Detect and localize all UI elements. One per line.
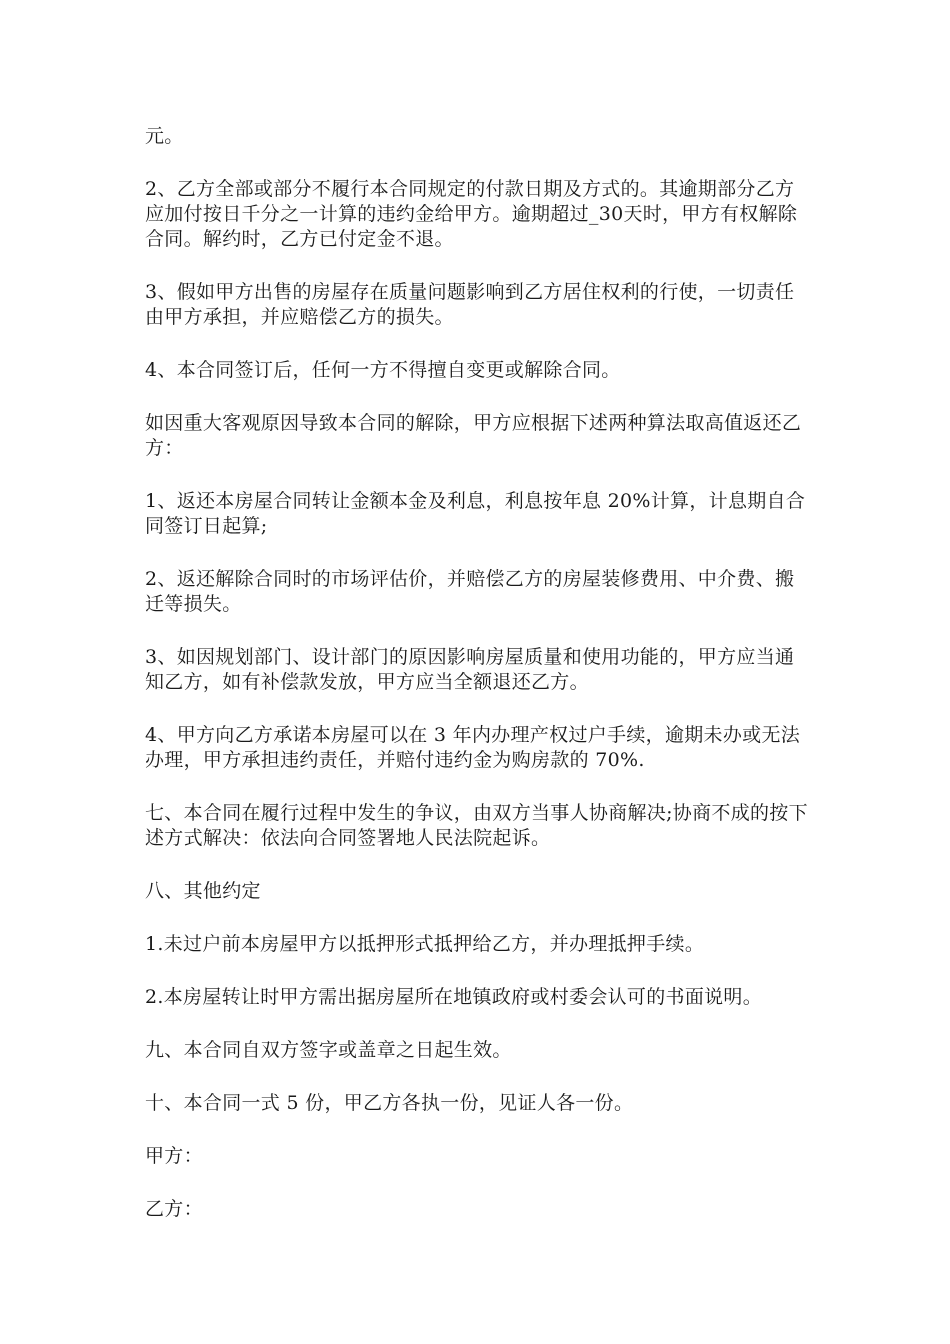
paragraph-quality-issue: 3、假如甲方出售的房屋存在质量问题影响到乙方居住权利的行使，一切责任由甲方承担，并应赔偿乙方的损失。 xyxy=(145,281,795,328)
paragraph-no-change: 4、本合同签订后，任何一方不得擅自变更或解除合同。 xyxy=(145,359,621,381)
document-body xyxy=(145,124,810,1250)
paragraph-written-statement: 2.本房屋转让时甲方需出据房屋所在地镇政府或村委会认可的书面说明。 xyxy=(145,986,763,1008)
paragraph-late-payment: 2、乙方全部或部分不履行本合同规定的付款日期及方式的。其逾期部分乙方应加付按日千分之一计算的违约金给甲方。逾期超过_30天时，甲方有权解除合同。解约时，乙方已付定金不退。 xyxy=(145,178,798,250)
paragraph-refund-principal: 1、返还本房屋合同转让金额本金及利息，利息按年息 20%计算，计息期自合同签订日起算; xyxy=(145,490,806,537)
paragraph-dispute-resolution: 七、本合同在履行过程中发生的争议，由双方当事人协商解决;协商不成的按下述方式解决：依法向合同签署地人民法院起诉。 xyxy=(145,802,808,849)
paragraph-effective: 九、本合同自双方签字或盖章之日起生效。 xyxy=(145,1039,512,1061)
paragraph-termination-intro: 如因重大客观原因导致本合同的解除，甲方应根据下述两种算法取高值返还乙方： xyxy=(145,412,802,459)
paragraph-refund-market-value: 2、返还解除合同时的市场评估价，并赔偿乙方的房屋装修费用、中介费、搬迁等损失。 xyxy=(145,568,795,615)
paragraph-copies: 十、本合同一式 5 份，甲乙方各执一份，见证人各一份。 xyxy=(145,1092,634,1114)
paragraph-transfer-promise: 4、甲方向乙方承诺本房屋可以在 3 年内办理产权过户手续，逾期未办或无法办理，甲方承担违约责任，并赔付违约金为购房款的 70%. xyxy=(145,724,801,771)
paragraph-planning-compensation: 3、如因规划部门、设计部门的原因影响房屋质量和使用功能的，甲方应当通知乙方，如有补偿款发放，甲方应当全额退还乙方。 xyxy=(145,646,795,693)
party-a-signature-line: 甲方： xyxy=(145,1145,203,1167)
paragraph-amount-end: 元。 xyxy=(145,125,184,147)
paragraph-other-agreements-heading: 八、其他约定 xyxy=(145,880,261,902)
party-b-signature-line: 乙方： xyxy=(145,1198,203,1220)
paragraph-mortgage: 1.未过户前本房屋甲方以抵押形式抵押给乙方，并办理抵押手续。 xyxy=(145,933,705,955)
